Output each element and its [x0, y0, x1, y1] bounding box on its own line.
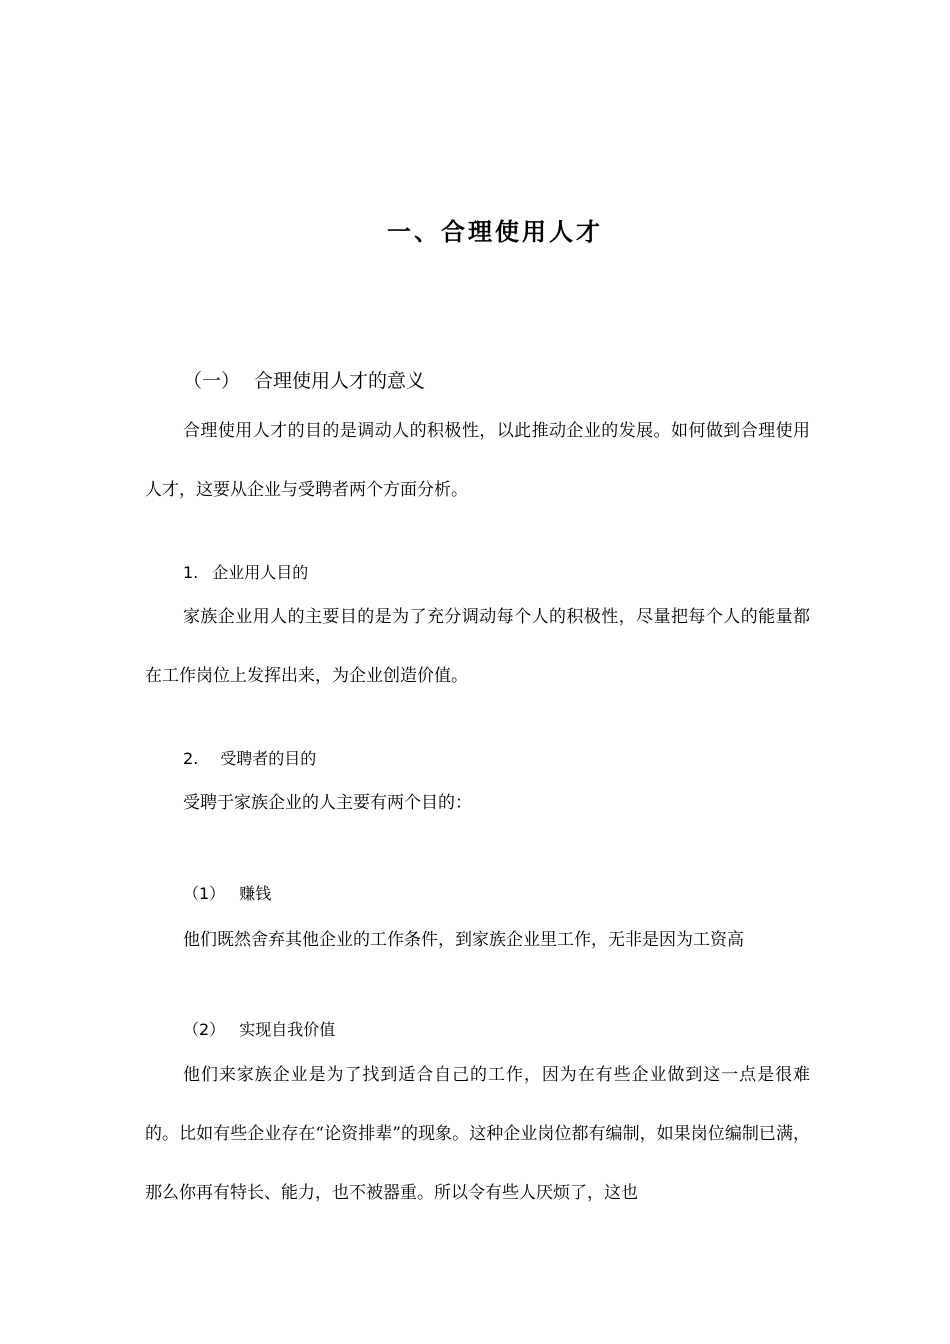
- item-paragraph-1: 他们既然舍弃其他企业的工作条件，到家族企业里工作，无非是因为工资高: [183, 930, 744, 950]
- item-number: （1）: [183, 884, 226, 903]
- subsection-number: 1.: [183, 563, 199, 582]
- subsection-paragraph-2: 受聘于家族企业的人主要有两个目的：: [183, 793, 472, 813]
- section-paragraph: 合理使用人才的目的是调动人的积极性，以此推动企业的发展。如何做到合理使用人才，这要从企业与受聘者两个方面分析。: [145, 421, 810, 500]
- item-number: （2）: [183, 1020, 226, 1039]
- section-heading: [183, 366, 425, 396]
- page-title: 一、合理使用人才: [387, 218, 603, 246]
- item-heading-text: 赚钱: [239, 884, 272, 903]
- section-number: （一）: [183, 370, 241, 392]
- item-paragraph-2: 他们来家族企业是为了找到适合自己的工作，因为在有些企业做到这一点是很难的。比如有些企业存在“论资排辈”的现象。这种企业岗位都有编制，如果岗位编制已满，那么你再有特长、能力，也不被器重。所以令有些人厌烦了，这也: [145, 1065, 810, 1203]
- section-heading-text: 合理使用人才的意义: [254, 370, 426, 392]
- subsection-heading-2: [183, 745, 316, 773]
- subsection-paragraph-1: 家族企业用人的主要目的是为了充分调动每个人的积极性，尽量把每个人的能量都在工作岗位上发挥出来，为企业创造价值。: [145, 607, 810, 686]
- item-heading-2: [183, 1016, 335, 1044]
- subsection-heading-text: 受聘者的目的: [220, 749, 317, 768]
- subsection-heading-text: 企业用人目的: [212, 563, 309, 582]
- item-heading-text: 实现自我价值: [239, 1020, 336, 1039]
- subsection-number: 2.: [183, 749, 199, 768]
- subsection-heading-1: [183, 559, 308, 587]
- item-heading-1: [183, 880, 271, 908]
